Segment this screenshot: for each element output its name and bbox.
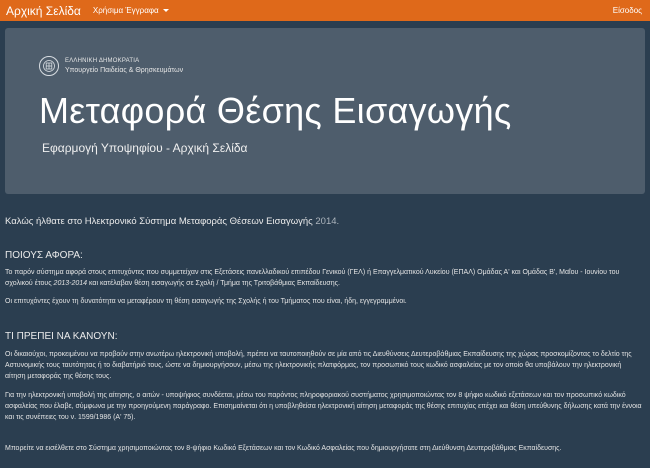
paragraph-login-info: Μπορείτε να εισέλθετε στο Σύστημα χρησιμοποιώντας τον 8-ψήφιο Κωδικό Εξετάσεων και τον Κωδικό Ασφαλείας που δημιουργήσατε στη Διεύθυνση Δευτεροβάθμιας Εκπαίδευσης. <box>5 445 562 452</box>
paragraph-who-1-year: 2013-2014 <box>53 280 88 287</box>
page-subtitle: Εφαρμογή Υποψηφίου - Αρχική Σελίδα <box>42 141 248 155</box>
paragraph-who-2: Οι επιτυχόντες έχουν τη δυνατότητα να μεταφέρουν τη θέση εισαγωγής της Σχολής ή του Τμήματος που είναι, ήδη, εγγεγραμμένοι. <box>5 298 407 305</box>
paragraph-who-1-text-a: Το παρόν σύστημα αφορά στους επιτυχόντες που συμμετείχαν στις Εξετάσεις πανελλαδικού επιπέδου Γενικού (ΓΕΛ) ή Επαγγελματικού Λυκείου (ΕΠΑΛ) Ομάδας Α' και Ομάδας Β', Μαΐου - Ιουνίου του σχολικού έτους <box>5 269 620 287</box>
paragraph-who-1-text-b: και κατέλαβαν θέση εισαγωγής σε Σχολή / Τμήμα της Τριτοβάθμιας Εκπαίδευσης. <box>88 280 340 287</box>
emblem-line-2: Υπουργείο Παιδείας & Θρησκευμάτων <box>65 67 184 74</box>
documents-dropdown[interactable] <box>93 6 169 15</box>
documents-dropdown-label: Χρήσιμα Έγγραφα <box>92 6 159 15</box>
greek-emblem-icon <box>39 56 59 76</box>
page-title: Μεταφορά Θέσης Εισαγωγής <box>39 90 512 131</box>
caret-down-icon <box>163 9 169 12</box>
emblem-line-1: ΕΛΛΗΝΙΚΗ ΔΗΜΟΚΡΑΤΙΑ <box>65 58 140 64</box>
welcome-year: 2014. <box>315 216 340 227</box>
welcome-text <box>5 216 339 227</box>
navbar <box>0 0 650 21</box>
section-heading-what: ΤΙ ΠΡΕΠΕΙ ΝΑ ΚΑΝΟΥΝ: <box>5 331 118 342</box>
login-link[interactable]: Είσοδος <box>612 6 642 15</box>
welcome-message: Καλώς ήλθατε στο Ηλεκτρονικό Σύστημα Μεταφοράς Θέσεων Εισαγωγής <box>5 216 313 227</box>
paragraph-what-1: Οι δικαιούχοι, προκειμένου να προβούν στην ανωτέρω ηλεκτρονική υποβολή, πρέπει να ταυτοποιηθούν σε μία από τις Διευθύνσεις Δευτεροβάθμιας Εκπαίδευσης της χώρας προσκομίζοντας το δελτίο της Αστυνομικής τους ταυτότητας ή το διαβατήριό τους, ώστε να δημιουργήσουν, μέσω της ηλεκτρονικής πλατφόρμας, τον προσωπικό τους κωδικό ασφαλείας με τον οποίο θα υποβάλουν την ηλεκτρονική αίτηση μεταφοράς της θέσης τους. <box>5 351 632 380</box>
ministry-logo <box>39 56 183 76</box>
header-jumbotron <box>5 28 645 194</box>
paragraph-what-2: Για την ηλεκτρονική υποβολή της αίτησης, ο αιτών - υποψήφιος συνδέεται, μέσω του παρόντος πληροφοριακού συστήματος χρησιμοποιώντας τον 8 ψήφιο κωδικό εξετάσεων και τον προσωπικό κωδικό ασφαλείας που έλαβε, σύμφωνα με την προηγούμενη παράγραφο. Επισημαίνεται ότι η υποβληθείσα ηλεκτρονική αίτηση μεταφοράς της θέσης επιτυχίας επέχει και θέση υπεύθυνης δήλωσης κατά την έννοια και τις συνέπειες του ν. 1599/1986 (Α' 75). <box>5 392 642 421</box>
home-link[interactable]: Αρχική Σελίδα <box>6 3 81 18</box>
paragraph-who-1 <box>5 267 643 289</box>
section-heading-who: ΠΟΙΟΥΣ ΑΦΟΡΑ: <box>5 250 83 261</box>
